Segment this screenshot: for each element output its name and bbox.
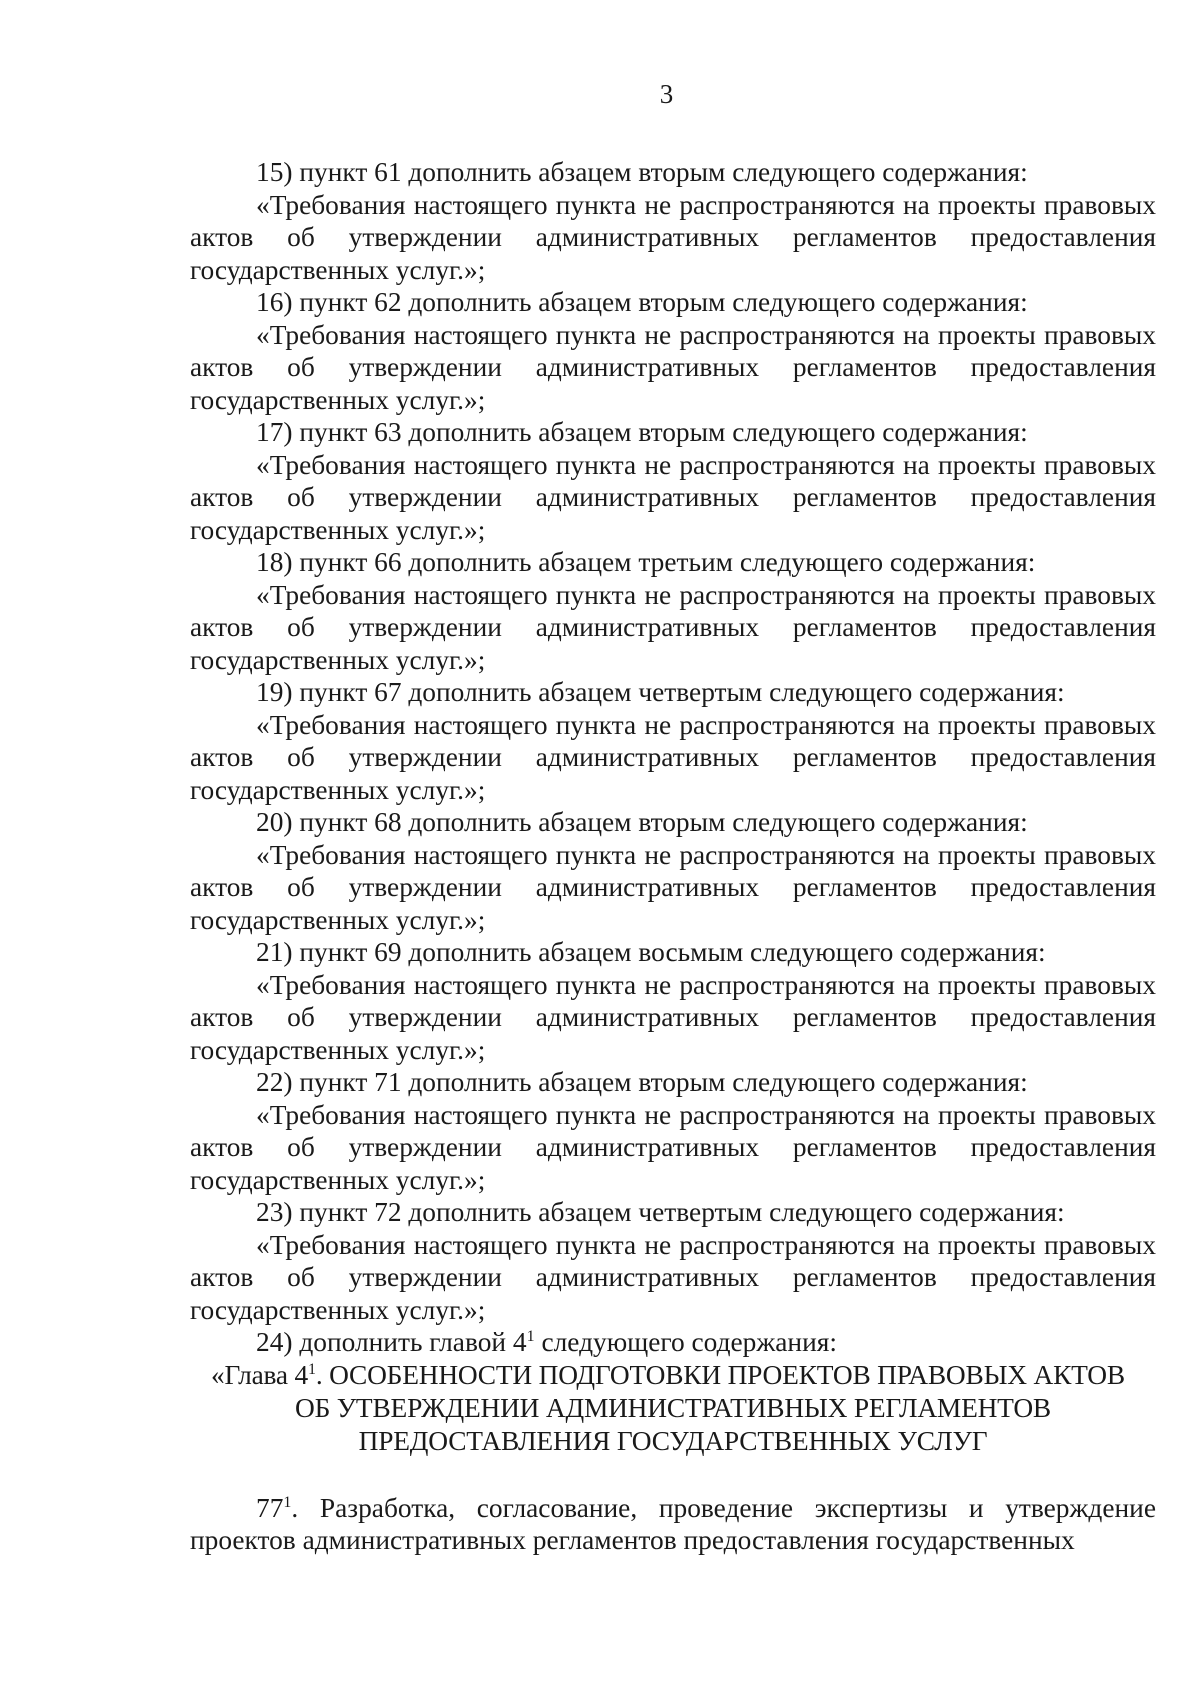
item-15-heading: 15) пункт 61 дополнить абзацем вторым следующего содержания: <box>256 157 1028 187</box>
item-18-quote: «Требования настоящего пункта не распространяются на проекты правовых актов об утверждении административных регламентов предоставления государственных услуг.»; <box>190 579 1156 675</box>
item-23-quote: «Требования настоящего пункта не распространяются на проекты правовых актов об утверждении административных регламентов предоставления государственных услуг.»; <box>190 1229 1156 1325</box>
item-18-heading: 18) пункт 66 дополнить абзацем третьим следующего содержания: <box>256 547 1036 577</box>
item-24-text-end: следующего содержания: <box>534 1327 837 1357</box>
item-22-heading: 22) пункт 71 дополнить абзацем вторым следующего содержания: <box>256 1067 1028 1097</box>
paragraph-77-text: . Разработка, согласование, проведение экспертизы и утверждение проектов административных регламентов предоставления государственных <box>190 1492 1156 1555</box>
chapter-title <box>190 1359 1156 1458</box>
item-19-quote: «Требования настоящего пункта не распространяются на проекты правовых актов об утверждении административных регламентов предоставления государственных услуг.»; <box>190 709 1156 805</box>
paragraph-77-1 <box>190 1492 1156 1557</box>
chapter-title-line-2: ОБ УТВЕРЖДЕНИИ АДМИНИСТРАТИВНЫХ РЕГЛАМЕНТОВ <box>294 1392 1052 1423</box>
paragraph-77-number: 77 <box>256 1492 284 1523</box>
item-17-heading: 17) пункт 63 дополнить абзацем вторым следующего содержания: <box>256 417 1028 447</box>
item-22-quote: «Требования настоящего пункта не распространяются на проекты правовых актов об утверждении административных регламентов предоставления государственных услуг.»; <box>190 1099 1156 1195</box>
item-16-heading: 16) пункт 62 дополнить абзацем вторым следующего содержания: <box>256 287 1028 317</box>
item-24-superscript: 1 <box>526 1328 535 1345</box>
spacer <box>190 1458 1156 1492</box>
chapter-title-line-1-rest: . ОСОБЕННОСТИ ПОДГОТОВКИ ПРОЕКТОВ ПРАВОВЫХ АКТОВ <box>315 1359 1125 1390</box>
item-24-text: 24) дополнить главой 4 <box>256 1327 527 1357</box>
document-body <box>190 156 1156 1557</box>
page-number: 3 <box>659 79 674 109</box>
chapter-title-line-1 <box>180 1359 1156 1392</box>
item-23-heading: 23) пункт 72 дополнить абзацем четвертым следующего содержания: <box>256 1197 1065 1227</box>
chapter-prefix: «Глава 4 <box>211 1359 308 1390</box>
item-21-heading: 21) пункт 69 дополнить абзацем восьмым следующего содержания: <box>256 937 1046 967</box>
chapter-title-line-3: ПРЕДОСТАВЛЕНИЯ ГОСУДАРСТВЕННЫХ УСЛУГ <box>358 1425 988 1456</box>
item-20-quote: «Требования настоящего пункта не распространяются на проекты правовых актов об утверждении административных регламентов предоставления государственных услуг.»; <box>190 839 1156 935</box>
item-19-heading: 19) пункт 67 дополнить абзацем четвертым следующего содержания: <box>256 677 1065 707</box>
chapter-superscript: 1 <box>308 1360 316 1378</box>
item-15-quote: «Требования настоящего пункта не распространяются на проекты правовых актов об утверждении административных регламентов предоставления государственных услуг.»; <box>190 189 1156 285</box>
item-24-heading <box>190 1326 1156 1359</box>
item-16-quote: «Требования настоящего пункта не распространяются на проекты правовых актов об утверждении административных регламентов предоставления государственных услуг.»; <box>190 319 1156 415</box>
item-17-quote: «Требования настоящего пункта не распространяются на проекты правовых актов об утверждении административных регламентов предоставления государственных услуг.»; <box>190 449 1156 545</box>
paragraph-77-superscript: 1 <box>283 1493 292 1511</box>
item-21-quote: «Требования настоящего пункта не распространяются на проекты правовых актов об утверждении административных регламентов предоставления государственных услуг.»; <box>190 969 1156 1065</box>
item-20-heading: 20) пункт 68 дополнить абзацем вторым следующего содержания: <box>256 807 1028 837</box>
